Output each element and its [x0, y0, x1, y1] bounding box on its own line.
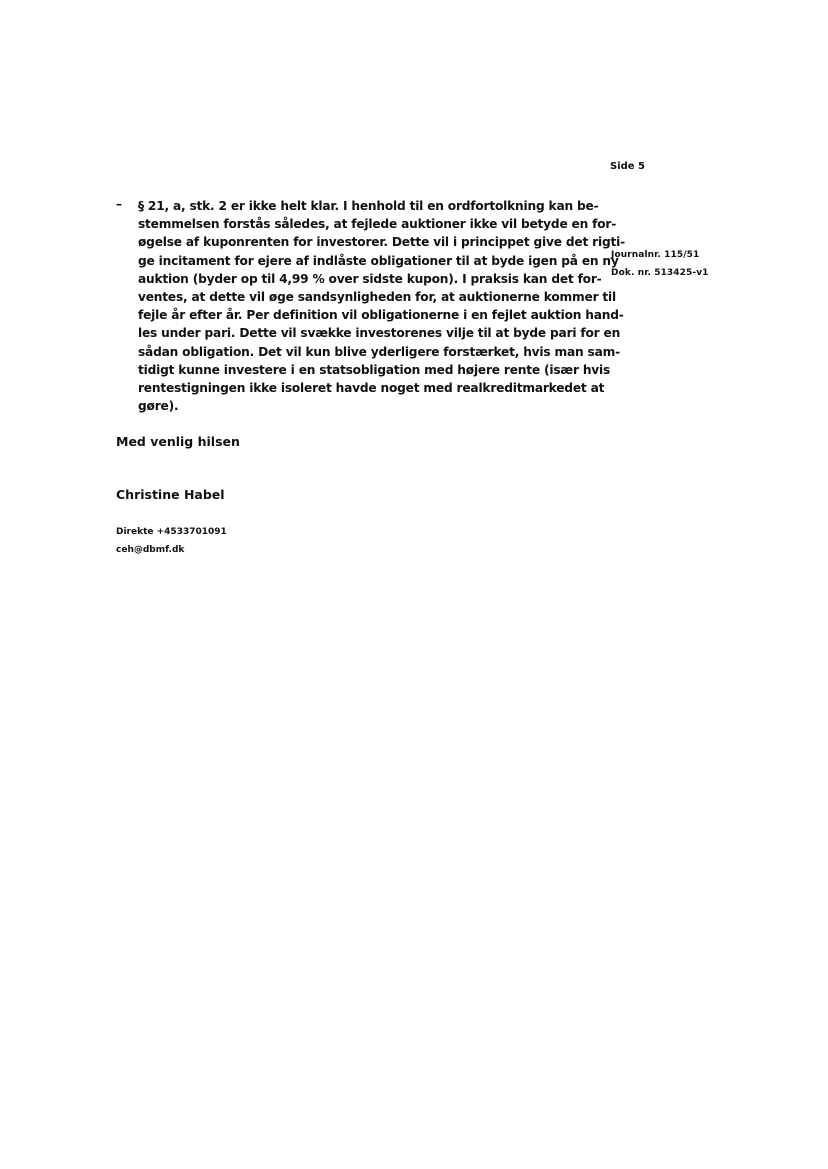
page-number: Side 5: [610, 161, 646, 172]
paragraph-line: stemmelsen forstås således, at fejlede auktioner ikke vil betyde en for-: [138, 217, 617, 232]
paragraph-line: § 21, a, stk. 2 er ikke helt klar. I henhold til en ordfortolkning kan be-: [138, 199, 599, 213]
paragraph-line: ge incitament for ejere af indlåste obligationer til at byde igen på en ny: [138, 253, 619, 268]
bullet-paragraph: [138, 197, 625, 415]
paragraph-line: les under pari. Dette vil svække investorenes vilje til at byde pari for en: [138, 326, 621, 341]
paragraph-line: tidigt kunne investere i en statsobligation med højere rente (især hvis: [138, 362, 611, 377]
journal-number: Journalnr. 115/51: [611, 250, 700, 260]
closing-greeting: Med venlig hilsen: [116, 434, 240, 449]
paragraph-line: sådan obligation. Det vil kun blive yderligere forstærket, hvis man sam-: [138, 344, 620, 359]
signature-name: Christine Habel: [116, 487, 225, 502]
bullet-dash: –: [116, 197, 122, 211]
paragraph-line: øgelse af kuponrenten for investorer. Dette vil i princippet give det rigti-: [138, 235, 625, 250]
contact-email: ceh@dbmf.dk: [116, 545, 185, 555]
document-number: Dok. nr. 513425-v1: [611, 268, 709, 278]
paragraph-line: rentestigningen ikke isoleret havde noget med realkreditmarkedet at: [138, 380, 605, 395]
paragraph-line: auktion (byder op til 4,99 % over sidste kupon). I praksis kan det for-: [138, 271, 602, 286]
paragraph-line: gøre).: [138, 399, 179, 414]
paragraph-line: fejle år efter år. Per definition vil obligationerne i en fejlet auktion hand-: [138, 308, 624, 323]
paragraph-line: ventes, at dette vil øge sandsynligheden for, at auktionerne kommer til: [138, 289, 617, 304]
contact-phone: Direkte +4533701091: [116, 527, 227, 537]
